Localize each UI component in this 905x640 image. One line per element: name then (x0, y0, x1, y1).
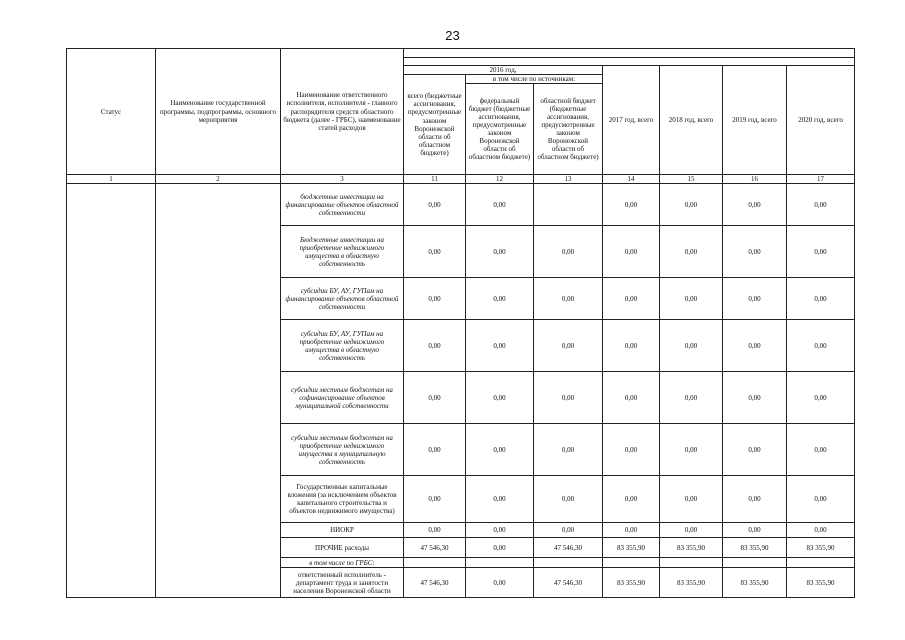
row-value: 0,00 (404, 372, 466, 424)
row-value (603, 558, 660, 568)
header-sources-caption: в том числе по источникам: (466, 75, 603, 84)
row-value: 83 355,90 (787, 568, 855, 598)
header-2020: 2020 год, всего (787, 66, 855, 175)
row-value: 47 546,30 (404, 568, 466, 598)
row-value: 0,00 (787, 372, 855, 424)
col-number: 17 (787, 175, 855, 184)
row-label: субсидии БУ, АУ, ГУПам на приобретение недвижимого имущества в областную собственность (281, 320, 404, 372)
header-regional-2016: областной бюджет (бюджетные ассигнования, предусмотренные законом Воронежской области об областном бюджете) (534, 84, 603, 175)
row-value: 0,00 (660, 184, 723, 226)
row-value: 0,00 (723, 424, 787, 476)
row-label: субсидии местным бюджетам на приобретение недвижимого имущества в муниципальную собственность (281, 424, 404, 476)
row-value: 0,00 (603, 278, 660, 320)
row-value: 83 355,90 (603, 538, 660, 558)
row-value: 0,00 (466, 424, 534, 476)
row-value (787, 558, 855, 568)
row-value: 0,00 (466, 278, 534, 320)
col-number: 11 (404, 175, 466, 184)
row-value: 0,00 (404, 523, 466, 538)
status-cell (67, 184, 156, 598)
row-value: 0,00 (660, 476, 723, 523)
row-value: 0,00 (404, 476, 466, 523)
row-value: 83 355,90 (787, 538, 855, 558)
row-value: 0,00 (603, 372, 660, 424)
row-value: 0,00 (603, 184, 660, 226)
col-number: 12 (466, 175, 534, 184)
row-value: 0,00 (466, 538, 534, 558)
header-2017: 2017 год, всего (603, 66, 660, 175)
row-label: субсидии БУ, АУ, ГУПам на финансирование объектов областной собственности (281, 278, 404, 320)
row-label: Государственные капитальные вложения (за исключением объектов капитального строительства и объектов недвижимого имущества) (281, 476, 404, 523)
row-value: 0,00 (404, 424, 466, 476)
col-number: 16 (723, 175, 787, 184)
row-value (466, 558, 534, 568)
row-value: 83 355,90 (660, 568, 723, 598)
row-value: 0,00 (466, 476, 534, 523)
row-value: 0,00 (466, 568, 534, 598)
column-number-row (67, 175, 855, 184)
row-value: 0,00 (787, 226, 855, 278)
row-value: 0,00 (660, 320, 723, 372)
row-value: 0,00 (660, 278, 723, 320)
row-value: 0,00 (787, 320, 855, 372)
row-value: 0,00 (787, 184, 855, 226)
row-label: НИОКР (281, 523, 404, 538)
page-number: 23 (445, 28, 460, 43)
header-federal-2016: федеральный бюджет (бюджетные ассигнования, предусмотренные законом Воронежской области об областном бюджете) (466, 84, 534, 175)
header-executor: Наименование ответственного исполнителя, исполнителя - главного распорядителя средств областного бюджета (далее - ГРБС), наименование статей расходов (281, 49, 404, 175)
col-number: 1 (67, 175, 156, 184)
row-value (723, 558, 787, 568)
row-value: 0,00 (466, 523, 534, 538)
row-value: 0,00 (660, 523, 723, 538)
col-number: 13 (534, 175, 603, 184)
header-program-name: Наименование государственной программы, подпрограммы, основного мероприятия (156, 49, 281, 175)
row-value: 0,00 (787, 424, 855, 476)
row-value: 0,00 (603, 226, 660, 278)
col-number: 3 (281, 175, 404, 184)
row-value: 0,00 (534, 226, 603, 278)
row-label: ПРОЧИЕ расходы (281, 538, 404, 558)
row-value: 0,00 (404, 184, 466, 226)
col-number: 2 (156, 175, 281, 184)
row-value: 0,00 (787, 476, 855, 523)
row-value: 0,00 (723, 372, 787, 424)
header-status: Статус (67, 49, 156, 175)
row-value: 0,00 (660, 424, 723, 476)
row-value: 0,00 (787, 278, 855, 320)
row-label: субсидии местным бюджетам на софинансирование объектов муниципальной собственности (281, 372, 404, 424)
row-value: 0,00 (660, 226, 723, 278)
row-value (534, 184, 603, 226)
row-value: 0,00 (534, 372, 603, 424)
row-value: 0,00 (466, 320, 534, 372)
row-value: 47 546,30 (534, 568, 603, 598)
row-value: 0,00 (466, 372, 534, 424)
row-value: 0,00 (723, 184, 787, 226)
row-value: 0,00 (723, 523, 787, 538)
budget-table (66, 48, 855, 598)
row-value: 0,00 (660, 372, 723, 424)
col-number: 14 (603, 175, 660, 184)
header-year-2016: 2016 год, (404, 66, 603, 75)
row-label: в том числе по ГРБС: (281, 558, 404, 568)
program-cell (156, 184, 281, 598)
header-total-2016: всего (бюджетные ассигнования, предусмотренные законом Воронежской области об областном бюджете) (404, 75, 466, 175)
row-value: 47 546,30 (534, 538, 603, 558)
row-value: 0,00 (404, 278, 466, 320)
row-value: 0,00 (404, 226, 466, 278)
row-value: 0,00 (466, 184, 534, 226)
header-row-top (67, 49, 855, 58)
row-value: 0,00 (723, 226, 787, 278)
row-value: 83 355,90 (660, 538, 723, 558)
row-value: 0,00 (534, 424, 603, 476)
row-value: 0,00 (603, 424, 660, 476)
row-value: 0,00 (723, 278, 787, 320)
row-value: 0,00 (404, 320, 466, 372)
row-value: 0,00 (603, 523, 660, 538)
row-value: 0,00 (534, 476, 603, 523)
row-value: 0,00 (466, 226, 534, 278)
row-value: 0,00 (723, 476, 787, 523)
row-value: 83 355,90 (723, 568, 787, 598)
row-value (534, 558, 603, 568)
col-number: 15 (660, 175, 723, 184)
row-label: Бюджетные инвестиции на приобретение недвижимого имущества в областную собственность (281, 226, 404, 278)
header-second-empty (404, 58, 855, 66)
row-value (660, 558, 723, 568)
header-2018: 2018 год, всего (660, 66, 723, 175)
row-value: 0,00 (534, 523, 603, 538)
row-value: 0,00 (723, 320, 787, 372)
row-value: 0,00 (534, 320, 603, 372)
table-row (67, 184, 855, 226)
header-2019: 2019 год, всего (723, 66, 787, 175)
row-value: 0,00 (603, 320, 660, 372)
row-value: 83 355,90 (603, 568, 660, 598)
row-value: 0,00 (534, 278, 603, 320)
row-value: 83 355,90 (723, 538, 787, 558)
row-label: ответственный исполнитель - департамент труда и занятости населения Воронежской области (281, 568, 404, 598)
header-top-empty (404, 49, 855, 58)
row-value (404, 558, 466, 568)
row-value: 47 546,30 (404, 538, 466, 558)
row-value: 0,00 (787, 523, 855, 538)
row-label: бюджетные инвестиции на финансирование объектов областной собственности (281, 184, 404, 226)
row-value: 0,00 (603, 476, 660, 523)
